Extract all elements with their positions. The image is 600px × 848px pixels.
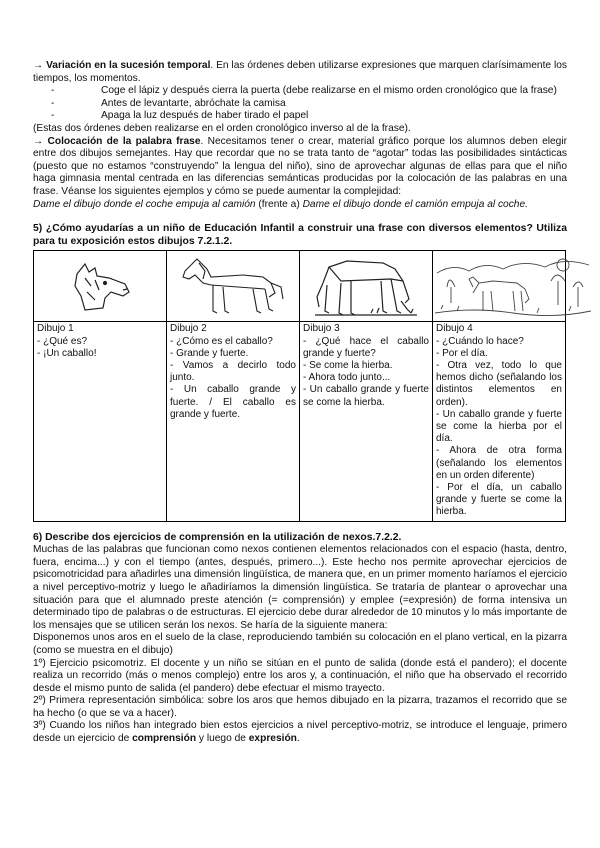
example-2: Dame el dibujo donde el camión empuja al coche. [302,198,528,210]
drawing-3-text: Dibujo 3 - ¿Qué hace el caballo grande y fuerte? - Se come la hierba. - Ahora todo junto... - Un caballo grande y fuerte se come la hierba. [300,322,433,521]
table-row [34,251,566,322]
drawing-4-cell [433,251,566,322]
table-row [34,322,566,521]
horse-standing-icon [173,253,293,319]
q6-paragraph-2: Disponemos unos aros en el suelo de la clase, reproduciendo también su colocación en el plano vertical, en la pizarra (como se muestra en el dibujo) [33,632,567,656]
comprension-word: comprensión [132,733,197,745]
arrow-glyph: → [33,60,44,71]
list-item: - Antes de levantarte, abróchate la camisa [51,97,286,109]
horse-head-icon [65,256,135,316]
placement-text: . Necesitamos tener o crear, material gráfico porque los alumnos deben elegir entre dos dibujos semejantes. Hay que recordar que no se trata tanto de “agotar” todas las posibilidades sintácticas (puesto que no estamos “construyendo” la lengua del niño), sino de aprovechar algunas de ellas para que el niño haga gimnasia mental centrada en las diferencias semánticas producidas por la colocación de las palabras en una frase. Véanse los siguientes ejemplos y cómo se puede aumentar la complejidad: [33,135,567,197]
drawing-2-text: Dibujo 2 - ¿Cómo es el caballo? - Grande y fuerte. - Vamos a decirlo todo junto. - Un caballo grande y fuerte. / El caballo es grande y fuerte. [167,322,300,521]
question-6-title: 6) Describe dos ejercicios de comprensión en la utilización de nexos.7.2.2. [33,531,402,543]
variation-title: Variación en la sucesión temporal [46,60,211,71]
expresion-word: expresión [248,733,297,745]
variation-paragraph [33,60,567,85]
variation-text: . En las órdenes deben utilizarse expresiones que marquen clarísimamente los tiempos, los momentos. [33,60,567,84]
list-item: - Coge el lápiz y después cierra la puerta (debe realizarse en el mismo orden cronológico que la frase) [51,85,557,97]
question-5-title: 5) ¿Cómo ayudarías a un niño de Educación Infantil a construir una frase con diversos elementos? Utiliza para tu exposición estos dibujos 7.2.1.2. [33,223,567,247]
example-1: Dame el dibujo donde el coche empuja al camión [33,198,256,210]
placement-title: Colocación de la palabra frase [47,135,201,147]
drawing-4-text: Dibujo 4 - ¿Cuándo lo hace? - Por el día. - Otra vez, todo lo que hemos dicho (señalando los distintos elementos en orden). - Un caballo grande y fuerte se come la hierba por el día. - Ahora de otra forma (señalando los elementos en un orden diferente) - Por el día, un caballo grande y fuerte se come la hierba. [433,322,566,521]
order-examples-list [33,85,567,123]
q6-paragraph-5: 3º) Cuando los niños han integrado bien estos ejercicios a nivel perceptivo-motriz, se introduce el lenguaje, primero desde un ejercicio de comprensión y luego de expresión. [33,720,567,745]
drawing-1-text: Dibujo 1 - ¿Qué es? - ¡Un caballo! [34,322,167,521]
horse-grazing-icon [311,253,421,319]
q6-paragraph-1: Muchas de las palabras que funcionan como nexos contienen elementos relacionados con el espacio (hasta, dentro, fuera, encima...) y con el tiempo (antes, después, primero...). Este hecho nos permite aprovechar ejercicios de psicomotricidad para añadirles una dimensión lingüística, de manera que, en un primer momento haríamos el ejercicio a nivel perceptivo-motriz y luego le añadiríamos la dimensión lingüística. Se trataría de plantear o aprovechar una situación para que el alumnado preste atención (= comprensión) y emplee (=expresión) de forma intensiva un determinado tipo de palabras o de estructuras. El ejercicio debe durar alrededor de 10 minutos y lo más importante de los mensajes que se utilicen serán los nexos. Se haría de la siguiente manera: [33,544,567,631]
document-page [33,60,567,746]
order-note: (Estas dos órdenes deben realizarse en el orden cronológico inverso al de la frase). [33,122,411,134]
q6-paragraph-4: 2º) Primera representación simbólica: sobre los aros que hemos dibujado en la pizarra, trazamos el recorrido que se ha hecho (o que se va a hacer). [33,695,567,719]
drawing-3-cell [300,251,433,322]
list-item: - Apaga la luz después de haber tirado el papel [51,110,309,122]
horse-landscape-icon [433,253,593,319]
q6-paragraph-3: 1º) Ejercicio psicomotriz. El docente y un niño se sitúan en el punto de salida (donde está el pandero); el docente realiza un recorrido (más o menos complejo) entre los aros y, a continuación, el niño que ha observado el recorrido desde el mismo punto de salida (el pandero) debe efectuar el mismo trayecto. [33,657,567,694]
drawing-2-cell [167,251,300,322]
drawing-1-cell [34,251,167,322]
placement-paragraph [33,136,567,199]
arrow-glyph: → [33,135,44,147]
drawings-table [33,250,566,521]
examples-line: Dame el dibujo donde el coche empuja al camión (frente a) Dame el dibujo donde el camión empuja al coche. [33,198,528,210]
